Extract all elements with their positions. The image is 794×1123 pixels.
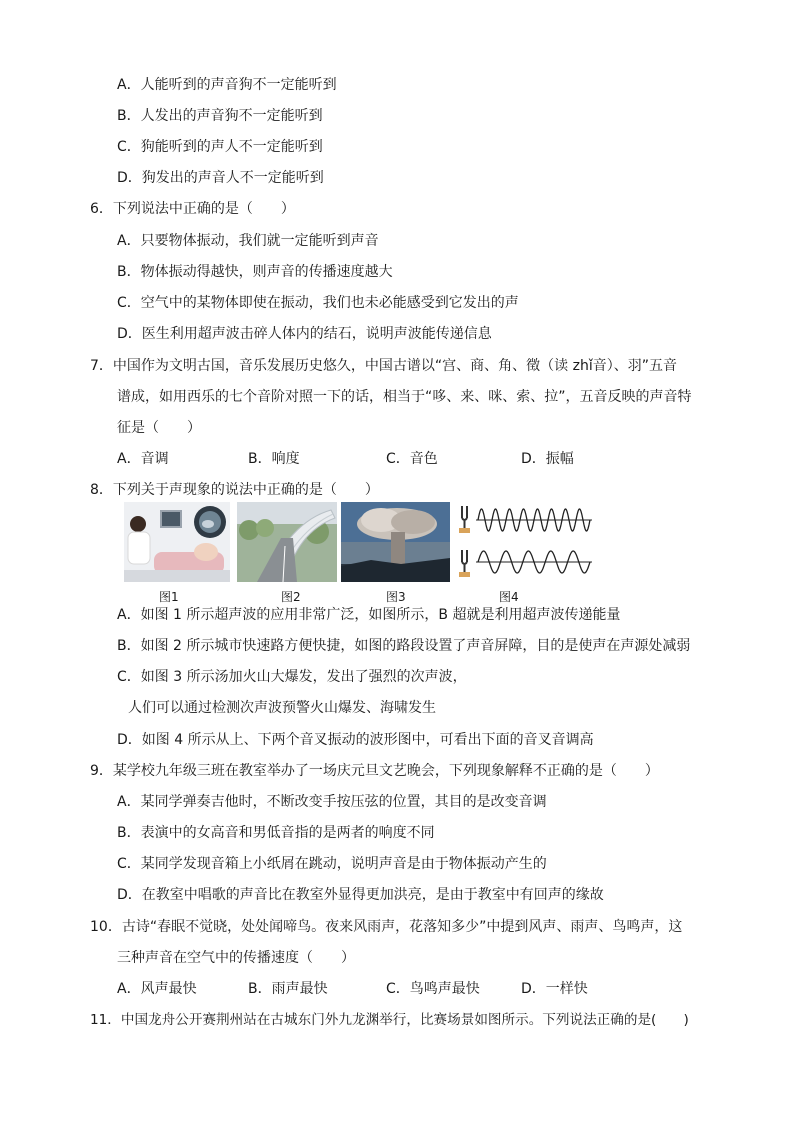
q7-stem-line-3: 征是（ ） [117,420,201,436]
q11-stem: 11．中国龙舟公开赛荆州站在古城东门外九龙渊举行，比赛场景如图所示。下列说法正确的是( ) [90,1012,689,1028]
q7-stem-line-2: 谱成，如用西乐的七个音阶对照一下的话，相当于“哆、来、咪、索、拉”，五音反映的声音特 [117,389,692,405]
q6-option-b: B．物体振动得越快，则声音的传播速度越大 [117,264,393,280]
q6-option-a: A．只要物体振动，我们就一定能听到声音 [117,233,379,249]
figure-4-caption: 图4 [499,590,519,604]
q10-option-c: C．鸟鸣声最快 [386,981,480,997]
q6-stem: 6．下列说法中正确的是（ ） [90,201,295,217]
q10-stem-line-2: 三种声音在空气中的传播速度（ ） [117,950,355,966]
q5-option-d: D．狗发出的声音人不一定能听到 [117,170,324,186]
figure-3-volcano-photo [341,502,450,582]
q5-option-b: B．人发出的声音狗不一定能听到 [117,108,323,124]
q10-option-d: D．一样快 [521,981,588,997]
q8-stem: 8．下列关于声现象的说法中正确的是（ ） [90,482,379,498]
q7-option-a: A．音调 [117,451,169,467]
q7-stem-line-1: 7．中国作为文明古国，音乐发展历史悠久，中国古谱以“宫、商、角、徵（读 zhǐ音）、羽”五音 [90,358,677,374]
q10-option-a: A．风声最快 [117,981,197,997]
q9-option-d: D．在教室中唱歌的声音比在教室外显得更加洪亮，是由于教室中有回声的缘故 [117,887,604,903]
tuning-fork-icon [459,550,470,577]
q8-option-d: D．如图 4 所示从上、下两个音叉振动的波形图中，可看出下面的音叉音调高 [117,732,594,748]
q8-option-a: A．如图 1 所示超声波的应用非常广泛，如图所示，B 超就是利用超声波传递能量 [117,607,621,623]
q8-option-c: C．如图 3 所示汤加火山大爆发，发出了强烈的次声波， [117,669,467,685]
figure-1-caption: 图1 [159,590,179,604]
q7-option-b: B．响度 [248,451,300,467]
figure-4-tuning-fork-waveforms [456,500,596,584]
tuning-fork-icon [459,506,470,533]
q6-option-d: D．医生利用超声波击碎人体内的结石，说明声波能传递信息 [117,326,492,342]
q7-option-c: C．音色 [386,451,438,467]
q5-option-c: C．狗能听到的声人不一定能听到 [117,139,323,155]
q5-option-a: A．人能听到的声音狗不一定能听到 [117,77,337,93]
q7-option-d: D．振幅 [521,451,574,467]
figure-1-ultrasound-photo [124,502,230,582]
q8-option-b: B．如图 2 所示城市快速路方便快捷，如图的路段设置了声音屏障，目的是使声在声源处减弱 [117,638,691,654]
q9-option-c: C．某同学发现音箱上小纸屑在跳动，说明声音是由于物体振动产生的 [117,856,547,872]
q10-option-b: B．雨声最快 [248,981,328,997]
q6-option-c: C．空气中的某物体即使在振动，我们也未必能感受到它发出的声 [117,295,519,311]
figure-2-sound-barrier-photo [237,502,337,582]
q9-option-b: B．表演中的女高音和男低音指的是两者的响度不同 [117,825,435,841]
figure-2-caption: 图2 [281,590,301,604]
q9-option-a: A．某同学弹奏吉他时，不断改变手按压弦的位置，其目的是改变音调 [117,794,547,810]
q8-option-c-continuation: 人们可以通过检测次声波预警火山爆发、海啸发生 [128,700,436,716]
figure-3-caption: 图3 [386,590,406,604]
q10-stem-line-1: 10．古诗“春眠不觉晓，处处闻啼鸟。夜来风雨声，花落知多少”中提到风声、雨声、鸟鸣声，这 [90,919,683,935]
q9-stem: 9．某学校九年级三班在教室举办了一场庆元旦文艺晚会，下列现象解释不正确的是（ ） [90,763,659,779]
